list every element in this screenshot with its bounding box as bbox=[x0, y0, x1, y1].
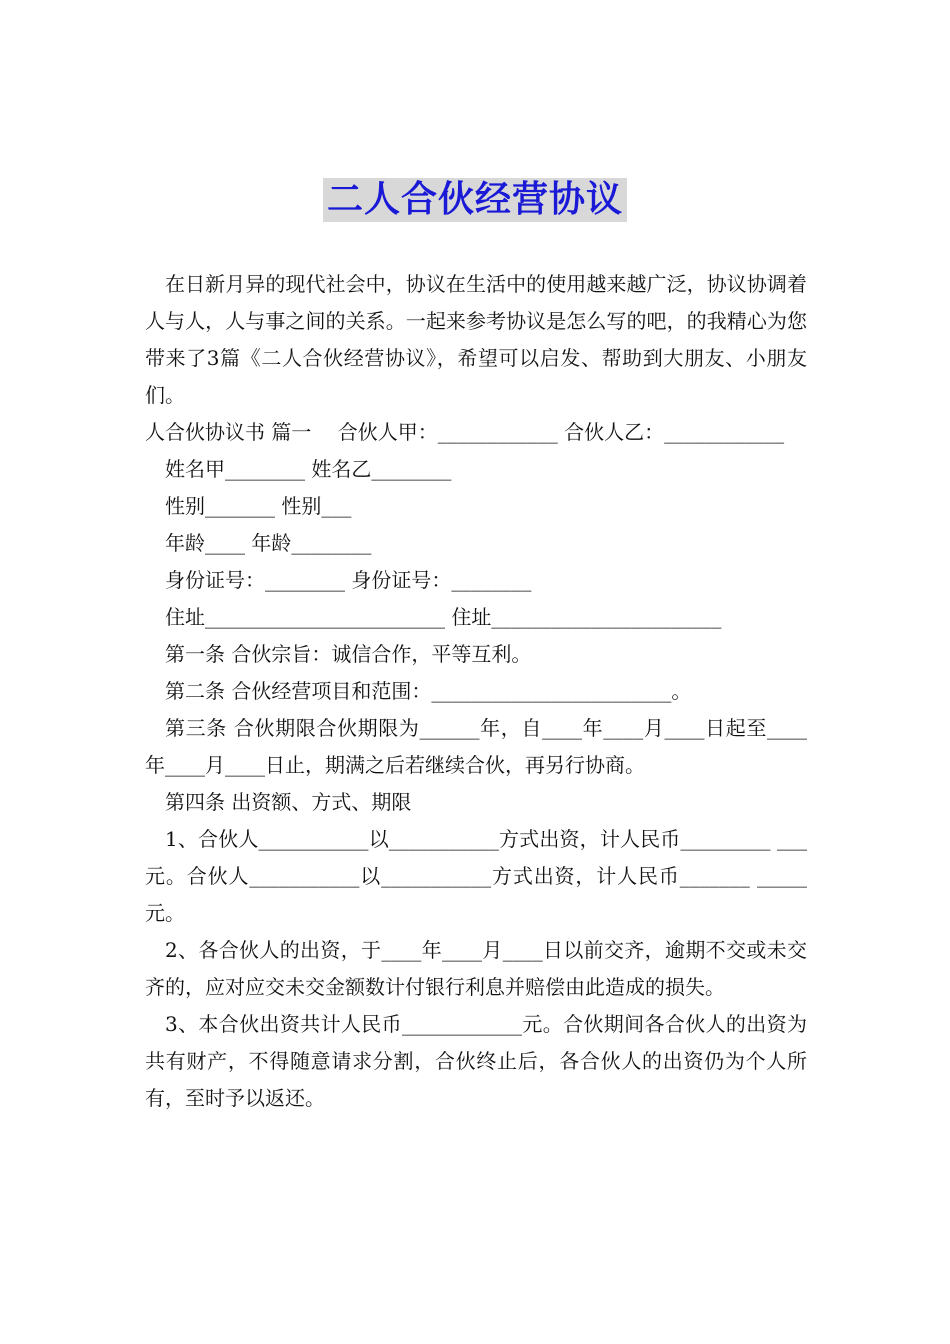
clause-1: 1、合伙人___________以___________方式出资，计人民币_________ ___元。合伙人___________以___________方式出资，计人民币_______ _____元。 bbox=[145, 827, 807, 925]
article-2: 第二条 合伙经营项目和范围：________________________。 bbox=[165, 679, 692, 703]
article-4: 第四条 出资额、方式、期限 bbox=[165, 790, 412, 814]
name-line: 姓名甲________ 姓名乙________ bbox=[165, 457, 452, 481]
document-body bbox=[145, 266, 807, 1117]
document-title: 二人合伙经营协议 bbox=[323, 178, 627, 222]
intro-paragraph: 在日新月异的现代社会中，协议在生活中的使用越来越广泛，协议协调着人与人，人与事之间的关系。一起来参考协议是怎么写的吧，的我精心为您带来了3篇《二人合伙经营协议》，希望可以启发、帮助到大朋友、小朋友们。 bbox=[145, 272, 807, 407]
title-container bbox=[0, 178, 950, 222]
article-1: 第一条 合伙宗旨：诚信合作，平等互利。 bbox=[165, 642, 532, 666]
article-3: 第三条 合伙期限合伙期限为______年，自____年____月____日起至____年____月____日止，期满之后若继续合伙，再另行协商。 bbox=[145, 716, 807, 777]
gender-line: 性别_______ 性别___ bbox=[165, 494, 352, 518]
partners-line: 人合伙协议书 篇一 合伙人甲：____________ 合伙人乙：____________ bbox=[145, 420, 785, 444]
clause-3: 3、本合伙出资共计人民币____________元。合伙期间各合伙人的出资为共有财产，不得随意请求分割，合伙终止后，各合伙人的出资仍为个人所有，至时予以返还。 bbox=[145, 1012, 807, 1110]
age-line: 年龄____ 年龄________ bbox=[165, 531, 372, 555]
clause-2: 2、各合伙人的出资，于____年____月____日以前交齐，逾期不交或未交齐的，应对应交未交金额数计付银行利息并赔偿由此造成的损失。 bbox=[145, 938, 807, 999]
id-number-line: 身份证号：________ 身份证号：________ bbox=[165, 568, 532, 592]
address-line: 住址________________________ 住址_______________________ bbox=[165, 605, 722, 629]
